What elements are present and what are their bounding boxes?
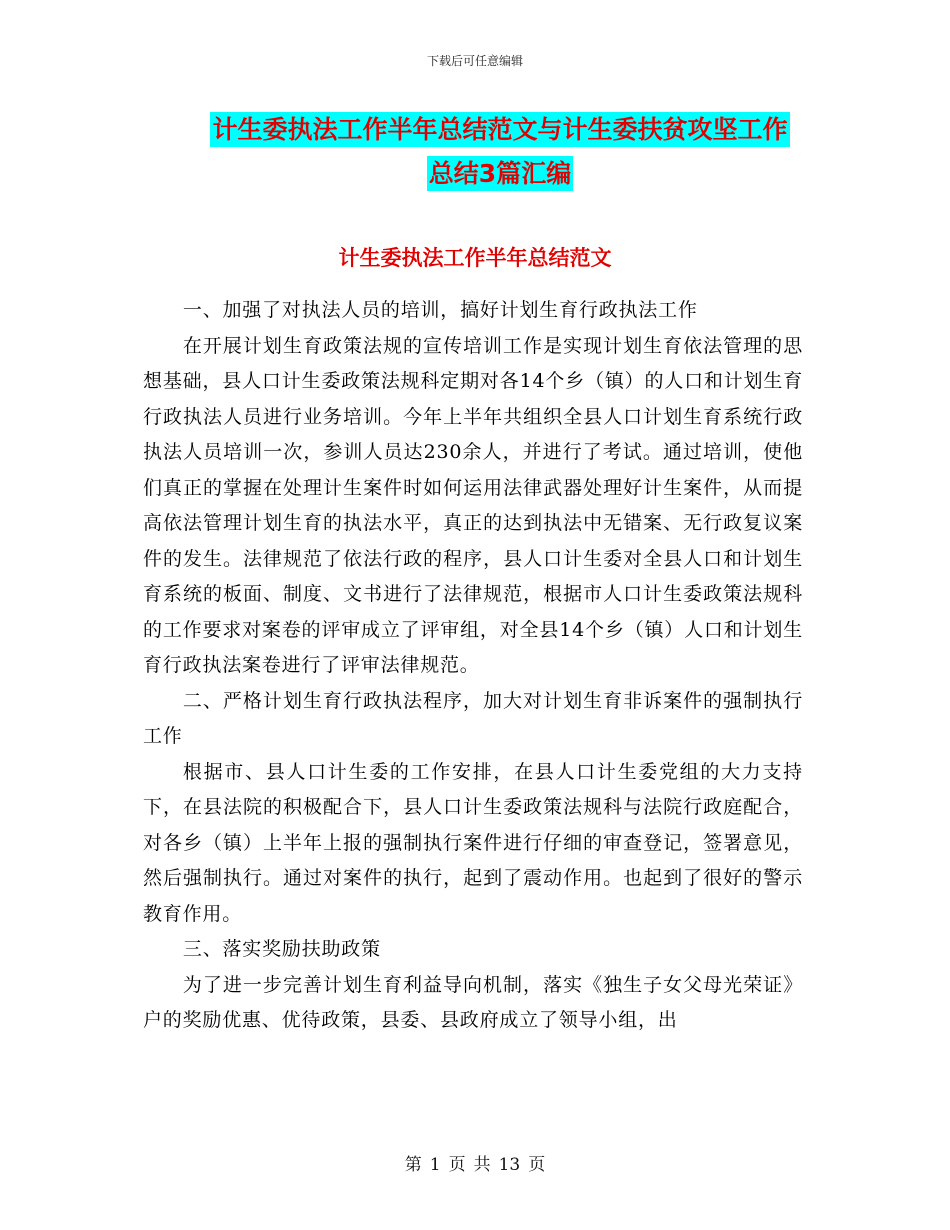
footer-page-unit: 页 [448, 1155, 466, 1175]
paragraph-heading-1: 一、加强了对执法人员的培训，搞好计划生育行政执法工作 [182, 299, 698, 321]
paragraph: 为了进一步完善计划生育利益导向机制，落实《独生子女父母光荣证》户的奖励优惠、优待政策，县委、县政府成立了领导小组，出 [143, 973, 803, 1031]
footer-total-prefix: 共 [473, 1155, 491, 1175]
document-title-line-2 [150, 152, 850, 196]
paragraph-heading-2: 二、严格计划生育行政执法程序，加大对计划生育非诉案件的强制执行工作 [143, 689, 803, 747]
title-highlight-1: 计生委执法工作半年总结范文与计生委扶贫攻坚工作 [210, 112, 789, 147]
footer-total-unit: 页 [528, 1155, 546, 1175]
paragraph-heading-3: 三、落实奖励扶助政策 [182, 938, 381, 960]
section-title: 计生委执法工作半年总结范文 [338, 246, 612, 270]
document-body [143, 293, 803, 1039]
title-highlight-2: 总结3篇汇编 [427, 156, 573, 191]
footer-total-pages: 13 [498, 1155, 521, 1175]
document-title [150, 108, 850, 196]
paragraph: 根据市、县人口计生委的工作安排，在县人口计生委党组的大力支持下，在县法院的积极配合下，县人口计生委政策法规科与法院行政庭配合，对各乡（镇）上半年上报的强制执行案件进行仔细的审查登记，签署意见，然后强制执行。通过对案件的执行，起到了震动作用。也起到了很好的警示教育作用。 [143, 760, 803, 925]
document-title-line-1 [150, 108, 850, 152]
paragraph: 在开展计划生育政策法规的宣传培训工作是实现计划生育依法管理的思想基础，县人口计生委政策法规科定期对各14个乡（镇）的人口和计划生育行政执法人员进行业务培训。今年上半年共组织全县人口计划生育系统行政执法人员培训一次，参训人员达230余人，并进行了考试。通过培训，使他们真正的掌握在处理计生案件时如何运用法律武器处理好计生案件，从而提高依法管理计划生育的执法水平，真正的达到执法中无错案、无行政复议案件的发生。法律规范了依法行政的程序，县人口计生委对全县人口和计划生育系统的板面、制度、文书进行了法律规范，根据市人口计生委政策法规科的工作要求对案卷的评审成立了评审组，对全县14个乡（镇）人口和计划生育行政执法案卷进行了评审法律规范。 [143, 334, 803, 676]
footer-page-number: 1 [429, 1155, 441, 1175]
page-footer [0, 1155, 950, 1175]
footer-prefix: 第 [404, 1155, 422, 1175]
page-header-note: 下载后可任意编辑 [426, 54, 523, 68]
